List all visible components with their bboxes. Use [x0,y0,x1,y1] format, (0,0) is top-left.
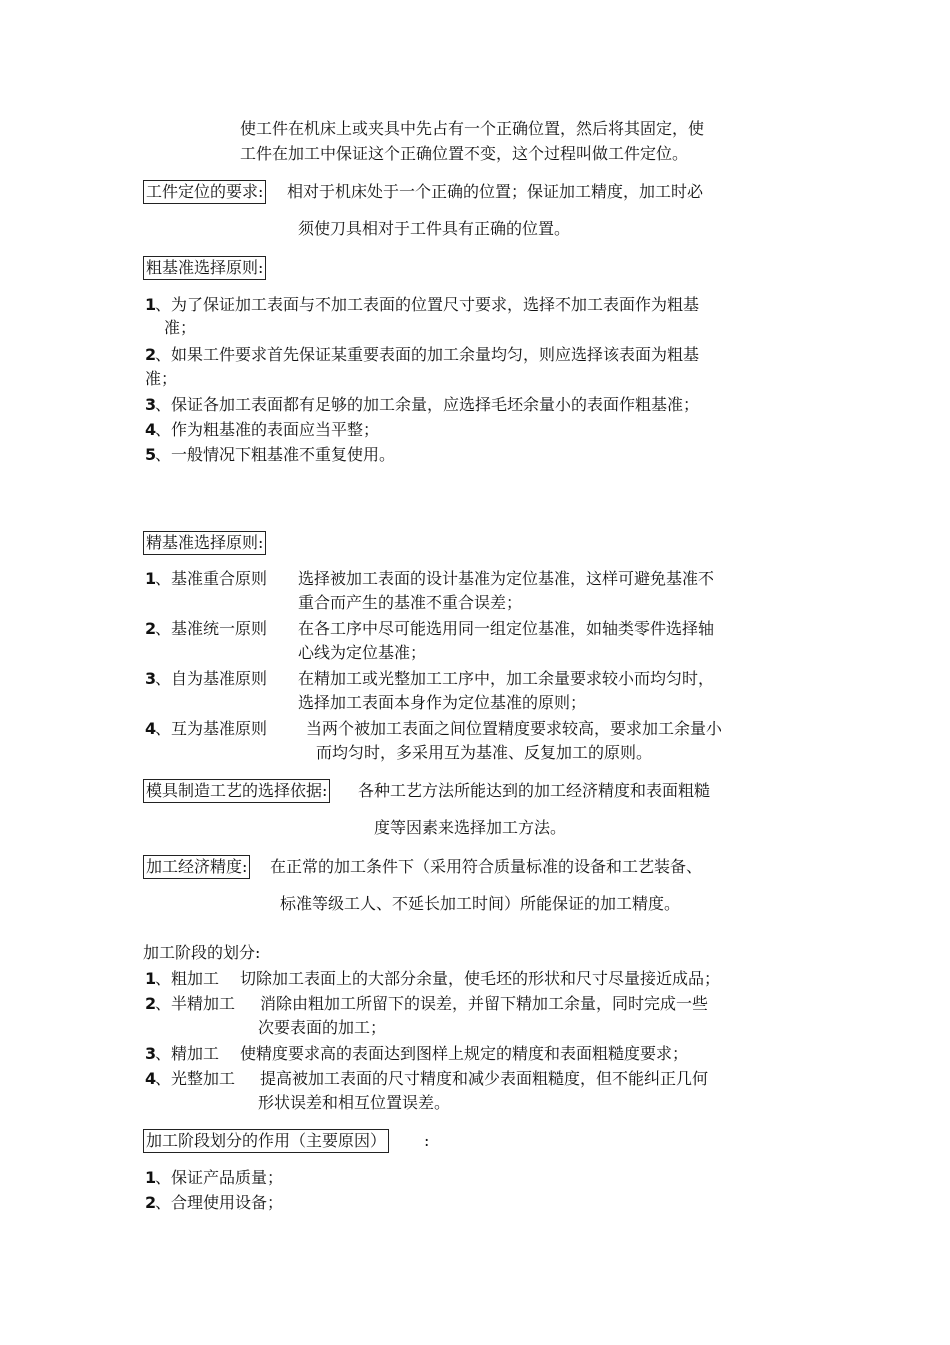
mold-process-line-2: 度等因素来选择加工方法。 [374,818,567,837]
fine-item-2-line-1: 在各工序中尽可能选用同一组定位基准，如轴类零件选择轴 [298,619,715,638]
purpose-item-2-number: 2 [145,1193,157,1212]
fine-item-2-line-2: 心线为定位基准； [298,643,427,662]
purpose-item-2-text: 、合理使用设备； [155,1193,284,1212]
rough-item-2-line-2: 准； [145,369,178,388]
stage-item-4-line-1: 提高被加工表面的尺寸精度和减少表面粗糙度，但不能纠正几何 [260,1069,709,1088]
rough-item-5-line-1: 、一般情况下粗基准不重复使用。 [155,445,396,464]
rough-item-3-number: 3 [145,395,157,414]
stage-item-1-line-1: 切除加工表面上的大部分余量，使毛坯的形状和尺寸尽量接近成品； [240,969,721,988]
positioning-requirement-line-2: 须使刀具相对于工件具有正确的位置。 [298,219,571,238]
fine-item-3-line-2: 选择加工表面本身作为定位基准的原则； [298,693,587,712]
mold-process-label: 模具制造工艺的选择依据: [143,779,330,803]
stage-item-4-number: 4 [145,1069,157,1088]
fine-item-2-number: 2 [145,619,157,638]
fine-item-4-line-1: 当两个被加工表面之间位置精度要求较高，要求加工余量小 [306,719,723,738]
stage-item-3-number: 3 [145,1044,157,1063]
fine-item-1-number: 1 [145,569,157,588]
stage-item-2-line-1: 消除由粗加工所留下的误差，并留下精加工余量，同时完成一些 [260,994,709,1013]
economic-precision-label: 加工经济精度: [143,855,250,879]
rough-item-2-number: 2 [145,345,157,364]
fine-item-4-name: 、互为基准原则 [155,719,268,738]
fine-item-3-name: 、自为基准原则 [155,669,268,688]
fine-item-4-number: 4 [145,719,157,738]
fine-item-2-name: 、基准统一原则 [155,619,268,638]
stage-item-1-number: 1 [145,969,157,988]
purpose-item-1-text: 、保证产品质量； [155,1168,284,1187]
stage-item-2-line-2: 次要表面的加工； [258,1018,387,1037]
stage-item-4-name: 、光整加工 [155,1069,236,1088]
rough-item-4-line-1: 、作为粗基准的表面应当平整； [155,420,380,439]
fine-datum-label: 精基准选择原则: [143,531,266,555]
stage-item-2-name: 、半精加工 [155,994,236,1013]
stages-title: 加工阶段的划分: [143,943,261,962]
fine-item-1-line-2: 重合而产生的基准不重合误差； [298,593,523,612]
economic-precision-line-2: 标准等级工人、不延长加工时间）所能保证的加工精度。 [280,894,681,913]
stage-item-1-name: 、粗加工 [155,969,220,988]
fine-item-1-line-1: 选择被加工表面的设计基准为定位基准，这样可避免基准不 [298,569,715,588]
rough-datum-label: 粗基准选择原则: [143,256,266,280]
positioning-requirement-line-1: 相对于机床处于一个正确的位置；保证加工精度，加工时必 [287,182,704,201]
stage-item-3-line-1: 使精度要求高的表面达到图样上规定的精度和表面粗糙度要求； [240,1044,689,1063]
fine-item-4-line-2: 而均匀时，多采用互为基准、反复加工的原则。 [316,743,653,762]
intro-line-2: 工件在加工中保证这个正确位置不变，这个过程叫做工件定位。 [240,144,689,163]
fine-item-3-line-1: 在精加工或光整加工工序中，加工余量要求较小而均匀时， [298,669,715,688]
stage-item-2-number: 2 [145,994,157,1013]
purpose-item-1-number: 1 [145,1168,157,1187]
rough-item-1-number: 1 [145,295,157,314]
stage-item-3-name: 、精加工 [155,1044,220,1063]
rough-item-1-line-1: 、为了保证加工表面与不加工表面的位置尺寸要求，选择不加工表面作为粗基 [155,295,700,314]
intro-line-1: 使工件在机床上或夹具中先占有一个正确位置，然后将其固定，使 [240,119,705,138]
rough-item-1-line-2: 准； [164,318,197,337]
rough-item-3-line-1: 、保证各加工表面都有足够的加工余量，应选择毛坯余量小的表面作粗基准； [155,395,700,414]
fine-item-3-number: 3 [145,669,157,688]
economic-precision-line-1: 在正常的加工条件下（采用符合质量标准的设备和工艺装备、 [270,857,703,876]
rough-item-2-line-1: 、如果工件要求首先保证某重要表面的加工余量均匀，则应选择该表面为粗基 [155,345,700,364]
rough-item-5-number: 5 [145,445,157,464]
stage-purpose-colon: : [424,1131,430,1150]
rough-item-4-number: 4 [145,420,157,439]
fine-item-1-name: 、基准重合原则 [155,569,268,588]
positioning-requirement-label: 工件定位的要求: [143,180,266,204]
stage-purpose-label: 加工阶段划分的作用（主要原因） [143,1129,389,1153]
stage-item-4-line-2: 形状误差和相互位置误差。 [258,1093,451,1112]
mold-process-line-1: 各种工艺方法所能达到的加工经济精度和表面粗糙 [358,781,711,800]
